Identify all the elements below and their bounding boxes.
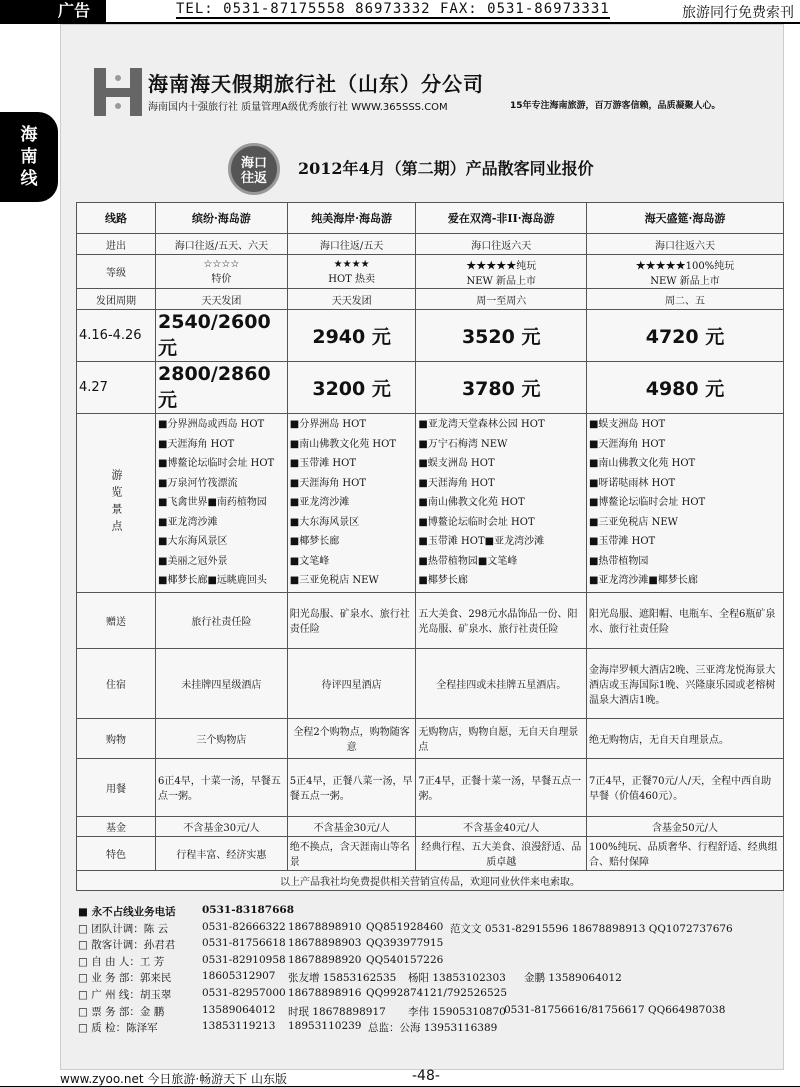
date-label: 4.27 — [77, 362, 156, 414]
row-label: 特色 — [77, 836, 156, 870]
table-cell: 全程挂四或未挂牌五星酒店。 — [416, 648, 587, 718]
price-cell: 2800/2860 元 — [156, 362, 288, 414]
spot-item: ■热带植物园 — [588, 555, 649, 567]
price-table — [76, 202, 784, 891]
table-cell: 旅行社责任险 — [156, 592, 288, 648]
region-tab — [0, 112, 58, 202]
row-label: 住宿 — [77, 648, 156, 718]
header-cell: 纯美海岸·海岛游 — [287, 203, 416, 234]
grade-tag: HOT 热卖 — [328, 273, 375, 285]
table-cell: 不含基金30元/人 — [156, 816, 288, 836]
contact-mobile: 18678898920 — [288, 953, 362, 966]
spot-item: ■万宁石梅湾 NEW — [418, 438, 508, 450]
row-label: 发团周期 — [77, 289, 156, 310]
spot-item: ■南山佛教文化苑 HOT — [418, 497, 525, 508]
page-number: -48- — [412, 1068, 440, 1084]
table-header-row — [77, 203, 784, 234]
price-cell: 3520 元 — [416, 310, 587, 362]
table-cell: 全程2个购物点，购物随客意 — [287, 718, 416, 758]
table-row — [77, 289, 784, 310]
spot-item: ■三亚免税店 NEW — [588, 516, 678, 528]
table-cell: 海口往返/五天 — [287, 234, 416, 255]
contact-role: □ 质 检：陈泽军 — [78, 1022, 158, 1035]
company-name: 海南海天假期旅行社（山东）分公司 — [148, 72, 484, 96]
contact-phone: 13853119213 — [202, 1020, 276, 1033]
spots-cell — [586, 414, 783, 593]
contact-role: □ 自 由 人：工 芳 — [78, 955, 165, 968]
ad-tag — [0, 0, 106, 22]
contact-phone: 0531-81756618 — [202, 937, 286, 950]
table-cell — [287, 255, 416, 289]
row-label: 购物 — [77, 718, 156, 758]
table-cell: 海口往返六天 — [416, 234, 587, 255]
table-note: 以上产品我社均免费提供相关营销宣传品，欢迎同业伙伴来电索取。 — [77, 870, 784, 890]
price-cell: 3780 元 — [416, 362, 587, 414]
badge-line: 海口 — [240, 156, 267, 171]
region-char: 海 — [20, 125, 38, 145]
table-cell: 绝不换点，含天涯南山等名景 — [287, 836, 416, 870]
table-row — [77, 414, 784, 593]
row-label: 基金 — [77, 816, 156, 836]
spot-item: ■天涯海角 HOT — [588, 438, 666, 450]
contact-role: □ 散客计调：孙君君 — [78, 939, 176, 952]
contact-extra: 杨阳 13853102303 — [408, 972, 506, 985]
table-row — [77, 592, 784, 648]
contact-extra: 0531-81756616/81756617 QQ664987038 — [504, 1003, 726, 1016]
spot-item: ■天涯海角 HOT — [418, 477, 495, 489]
spot-item: ■分界洲岛或西岛 HOT — [158, 419, 265, 430]
table-cell — [586, 255, 783, 289]
table-cell — [156, 255, 288, 289]
table-cell: 五大美食、298元水晶饰品一份、阳光岛服、矿泉水、旅行社责任险 — [416, 592, 587, 648]
spot-item: ■飞禽世界■南药植物园 — [158, 497, 267, 508]
spot-item: ■亚龙湾沙滩 — [289, 497, 350, 508]
price-cell: 2540/2600 元 — [156, 310, 288, 362]
price-cell: 3200 元 — [287, 362, 416, 414]
spot-item: ■南山佛教文化苑 HOT — [588, 458, 696, 469]
spot-item: ■万泉河竹筏漂流 — [158, 477, 238, 489]
spot-item: ■博鳌论坛临时会址 HOT — [588, 497, 706, 508]
table-row — [77, 648, 784, 718]
contact-phone: 0531-82957000 — [202, 986, 286, 999]
spots-cell — [287, 414, 416, 593]
table-cell: 阳光岛服、遮阳帽、电瓶车、全程6瓶矿泉水、旅行社责任险 — [586, 592, 783, 648]
table-cell: 含基金50元/人 — [586, 816, 783, 836]
grade-tag: NEW 新品上市 — [466, 275, 536, 287]
contact-mobile: 张友增 15853162535 — [288, 972, 397, 985]
row-label: 等级 — [77, 255, 156, 289]
contact-qq: QQ851928460 — [366, 920, 444, 933]
contact-extra: 范文文 0531-82915596 18678898913 QQ1072737676 — [450, 922, 733, 935]
row-label: 用餐 — [77, 758, 156, 816]
row-label — [77, 414, 156, 593]
spot-item: ■亚龙湾沙滩■椰梦长廊 — [588, 575, 698, 586]
table-cell: 不含基金40元/人 — [416, 816, 587, 836]
contact-extra: 李伟 15905310870 — [408, 1005, 506, 1018]
company-tagline: 海南国内十强旅行社 质量管理A级优秀旅行社 WWW.365SSS.COM — [148, 102, 448, 113]
contact-qq: QQ393977915 — [366, 937, 444, 950]
company-slogan: 15年专注海南旅游，百万游客信赖，品质凝聚人心。 — [510, 101, 721, 111]
table-cell: 行程丰富、经济实惠 — [156, 836, 288, 870]
table-cell: 经典行程、五大美食、浪漫舒适、品质卓越 — [416, 836, 587, 870]
table-cell: 7正4早，正餐70元/人/天，全程中西自助早餐（价值460元）。 — [586, 758, 783, 816]
contact-mobile: 18678898903 — [288, 937, 362, 950]
spot-item: ■椰梦长廊■远眺鹿回头 — [158, 575, 267, 586]
table-row — [77, 255, 784, 289]
grade-stars: ★★★★ — [333, 258, 370, 270]
table-row — [77, 836, 784, 870]
spot-item: ■玉带滩 HOT — [289, 458, 357, 469]
row-label: 进出 — [77, 234, 156, 255]
table-row — [77, 310, 784, 362]
table-cell: 不含基金30元/人 — [287, 816, 416, 836]
spot-item: ■天涯海角 HOT — [158, 438, 235, 450]
phone-fax: TEL: 0531-87175558 86973332 FAX: 0531-86973331 — [176, 1, 610, 17]
row-label: 赠送 — [77, 592, 156, 648]
spot-item: ■亚龙湾沙滩 — [158, 516, 218, 528]
spot-item: ■大东海风景区 — [158, 536, 228, 547]
spot-item: ■亚龙湾天堂森林公园 HOT — [418, 419, 545, 430]
table-cell: 绝无购物店，无自天自理景点。 — [586, 718, 783, 758]
spots-cell — [156, 414, 288, 593]
contact-qq: QQ992874121/792526525 — [366, 986, 508, 999]
spot-item: ■蜈支洲岛 HOT — [588, 419, 666, 430]
round-trip-badge — [228, 143, 280, 195]
spot-item: ■呀诺哒雨林 HOT — [588, 477, 676, 489]
date-label: 4.16-4.26 — [77, 310, 156, 362]
table-cell: 天天发团 — [156, 289, 288, 310]
grade-tag: 特价 — [211, 273, 232, 285]
table-row — [77, 816, 784, 836]
contact-phone: 0531-82666322 — [202, 920, 286, 933]
spots-label: 游览景点 — [110, 468, 123, 537]
spot-item: ■三亚免税店 NEW — [289, 575, 379, 586]
header-cell: 线路 — [77, 203, 156, 234]
footer-site: www.zyoo.net 今日旅游·畅游天下 山东版 — [60, 1072, 287, 1086]
spot-item: ■分界洲岛 HOT — [289, 419, 367, 430]
table-cell: 海口往返/五天、六天 — [156, 234, 288, 255]
table-row — [77, 362, 784, 414]
spots-cell — [416, 414, 587, 593]
table-row — [77, 758, 784, 816]
contact-phone: 0531-82910958 — [202, 953, 286, 966]
spot-item: ■蜈支洲岛 HOT — [418, 458, 495, 469]
spot-item: ■椰梦长廊 — [418, 575, 468, 586]
spot-item: ■玉带滩 HOT■亚龙湾沙滩 — [418, 536, 545, 547]
spot-item: ■文笔峰 — [289, 555, 330, 567]
table-cell: 金海岸罗顿大酒店2晚、三亚湾龙悦海景大酒店或玉海国际1晚、兴隆康乐园或老榕树温泉大酒店1晚。 — [586, 648, 783, 718]
spot-item: ■天涯海角 HOT — [289, 477, 367, 489]
table-cell: 7正4早，正餐十菜一汤，早餐五点一粥。 — [416, 758, 587, 816]
header-cell: 爱在双湾-非II·海岛游 — [416, 203, 587, 234]
grade-stars: ☆☆☆☆ — [203, 258, 240, 270]
table-cell — [416, 255, 587, 289]
contact-mobile: 18953110239 — [288, 1020, 362, 1033]
contact-phone: 13589064012 — [202, 1003, 276, 1016]
header-cell: 海天盛筵·海岛游 — [586, 203, 783, 234]
spot-item: ■博鳌论坛临时会址 HOT — [418, 516, 535, 528]
contact-extra: 金鹏 13589064012 — [524, 972, 622, 985]
table-cell: 待评四星酒店 — [287, 648, 416, 718]
region-char: 南 — [20, 147, 38, 167]
spot-item: ■热带植物园■文笔峰 — [418, 555, 518, 567]
table-cell: 周一至周六 — [416, 289, 587, 310]
table-row — [77, 234, 784, 255]
spot-item: ■美丽之冠外景 — [158, 555, 228, 567]
price-cell: 4980 元 — [586, 362, 783, 414]
table-cell: 周二、五 — [586, 289, 783, 310]
top-bar — [0, 0, 800, 24]
contact-role: □ 团队计调：陈 云 — [78, 922, 169, 935]
index-label: 旅游同行免费索刊 — [682, 5, 794, 21]
price-cell: 4720 元 — [586, 310, 783, 362]
grade-tag: NEW 新品上市 — [650, 275, 720, 287]
header-cell: 缤纷·海岛游 — [156, 203, 288, 234]
contact-qq: QQ540157226 — [366, 953, 444, 966]
table-cell: 6正4早，十菜一汤，早餐五点一粥。 — [156, 758, 288, 816]
table-cell: 5正4早，正餐八菜一汤，早餐五点一粥。 — [287, 758, 416, 816]
contact-role: □ 票 务 部：金 鹏 — [78, 1005, 165, 1018]
contact-mobile: 时珉 18678898917 — [288, 1005, 386, 1018]
contact-role: ■ 永不占线业务电话 — [78, 906, 176, 918]
page-title: 2012年4月（第二期）产品散客同业报价 — [298, 159, 594, 178]
grade-stars: ★★★★★纯玩 — [466, 260, 537, 272]
table-cell: 三个购物店 — [156, 718, 288, 758]
badge-line: 往返 — [240, 171, 267, 186]
company-logo — [92, 66, 144, 118]
table-cell: 阳光岛服、矿泉水、旅行社责任险 — [287, 592, 416, 648]
contact-phone: 0531-83187668 — [202, 904, 295, 916]
spot-item: ■椰梦长廊 — [289, 536, 340, 547]
table-row — [77, 718, 784, 758]
table-cell: 海口往返六天 — [586, 234, 783, 255]
contact-extra: 总监：公海 13953116389 — [368, 1022, 498, 1035]
ad-label: 广告 — [58, 1, 91, 20]
grade-stars: ★★★★★100%纯玩 — [635, 260, 735, 272]
price-cell: 2940 元 — [287, 310, 416, 362]
contact-role: □ 业 务 部：郭来民 — [78, 972, 172, 985]
table-cell: 天天发团 — [287, 289, 416, 310]
table-cell: 100%纯玩、品质奢华、行程舒适、经典组合、赔付保障 — [586, 836, 783, 870]
contact-mobile: 18678898910 — [288, 920, 362, 933]
contact-role: □ 广 州 线：胡玉翠 — [78, 988, 172, 1001]
contact-mobile: 18678898916 — [288, 986, 362, 999]
table-cell: 无购物店，购物自愿，无自天自理景点 — [416, 718, 587, 758]
region-char: 线 — [20, 169, 38, 189]
table-cell: 未挂牌四星级酒店 — [156, 648, 288, 718]
spot-item: ■玉带滩 HOT — [588, 536, 656, 547]
spot-item: ■南山佛教文化苑 HOT — [289, 438, 397, 450]
contact-phone: 18605312907 — [202, 970, 276, 983]
spot-item: ■博鳌论坛临时会址 HOT — [158, 458, 275, 469]
table-note-row — [77, 870, 784, 890]
spot-item: ■大东海风景区 — [289, 516, 360, 528]
